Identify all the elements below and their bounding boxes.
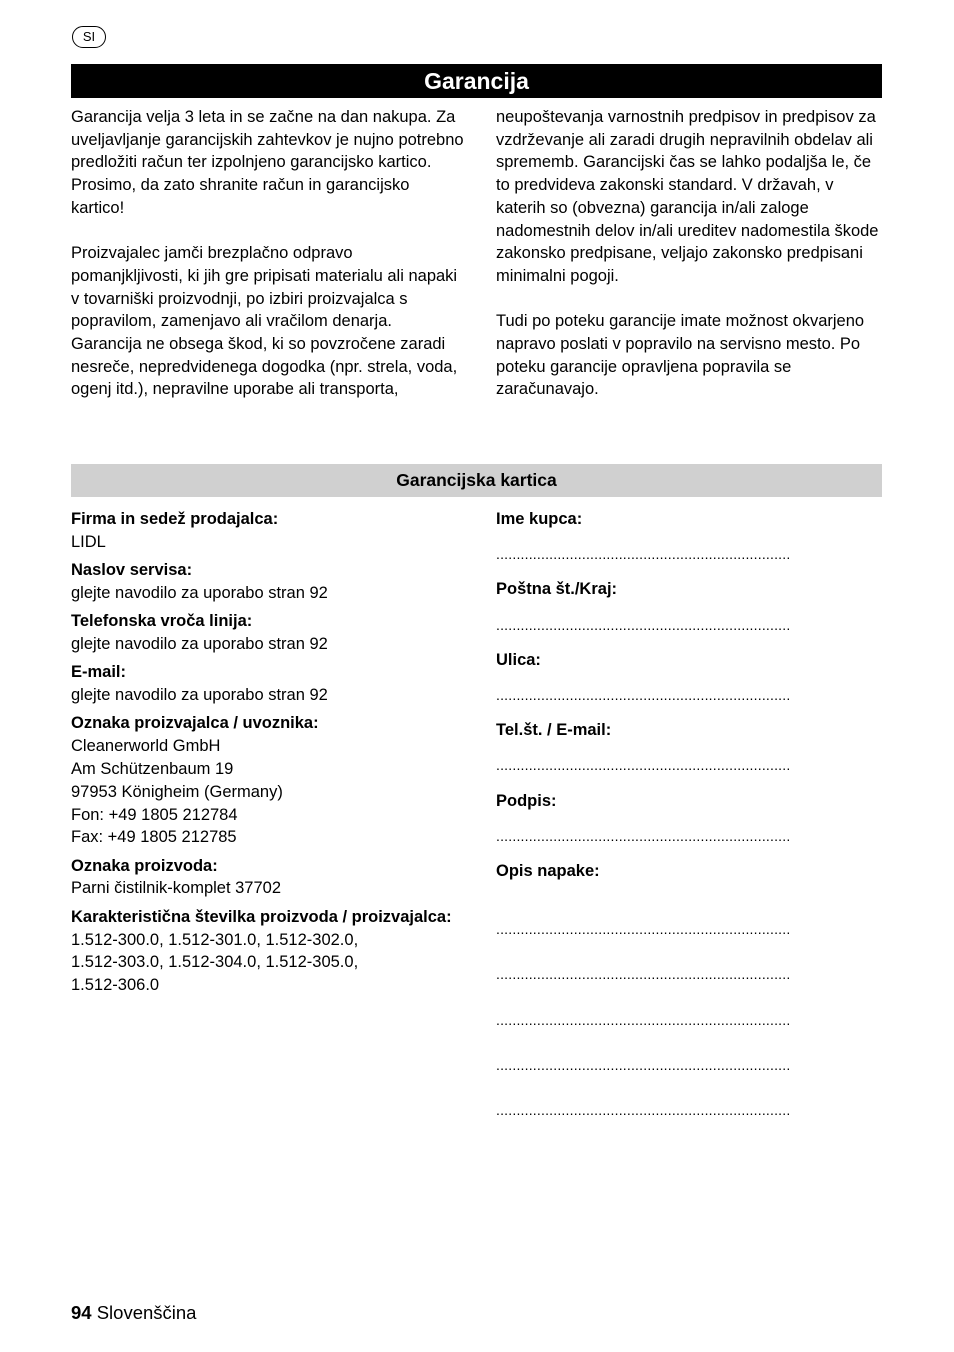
paragraph: Proizvajalec jamči brezplačno odpravo pomanjkljivosti, ki jih gre pripisati materialu ali napaki v tovarniški proizvodnji, po izbiri proizvajalca s popravilom, zamenjavo ali vračilom denarja. Garancija ne obsega škod, ki so povzročene zaradi nesreče, nepredvidenega dogodka (npr. strela, voda, ogenj itd.), nepravilne uporabe ali transporta, xyxy=(71,244,458,399)
warranty-text-right xyxy=(496,106,886,401)
product-number-field xyxy=(71,906,471,997)
field-value: 1.512-300.0, 1.512-301.0, 1.512-302.0, 1.512-303.0, 1.512-304.0, 1.512-305.0, 1.512-306.0 xyxy=(71,930,359,995)
signature-line[interactable]: ........................................................................ xyxy=(496,828,791,844)
page-footer xyxy=(71,1301,196,1325)
field-value: LIDL xyxy=(71,532,106,551)
street-label: Ulica: xyxy=(496,651,541,669)
field-value: glejte navodilo za uporabo stran 92 xyxy=(71,686,328,705)
defect-description-line[interactable]: ........................................................................ xyxy=(496,1012,791,1028)
field-label: Karakteristična številka proizvoda / proizvajalca: xyxy=(71,907,452,926)
field-label: Oznaka proizvajalca / uvoznika: xyxy=(71,714,319,733)
warranty-card-title: Garancijska kartica xyxy=(71,464,882,497)
service-address-field xyxy=(71,559,471,605)
field-label: Oznaka proizvoda: xyxy=(71,856,218,875)
defect-description-line[interactable]: ........................................................................ xyxy=(496,966,791,982)
warranty-card-info xyxy=(71,508,471,1002)
footer-language: Slovenščina xyxy=(96,1302,197,1323)
page-number: 94 xyxy=(71,1302,92,1323)
field-label: E-mail: xyxy=(71,663,127,682)
hotline-field xyxy=(71,610,471,656)
paragraph: neupoštevanja varnostnih predpisov in predpisov za vzdrževanje ali zaradi drugih nepravilnih obdelav ali sprememb. Garancijski čas se lahko podaljša le, če to predvideva zakonski standard. V državah, v katerih so (obvezna) garancija in/ali zaloge nadomestnih delov in/ali ureditev nadomestila škode zakonsko predpisane, veljajo zakonsko predpisani minimalni pogoji. xyxy=(496,108,879,285)
field-label: Telefonska vroča linija: xyxy=(71,612,253,631)
street-line[interactable]: ........................................................................ xyxy=(496,687,791,703)
field-value: glejte navodilo za uporabo stran 92 xyxy=(71,583,328,602)
postal-code-label: Poštna št./Kraj: xyxy=(496,580,618,598)
warranty-text-left xyxy=(71,106,466,401)
defect-description-line[interactable]: ........................................................................ xyxy=(496,1057,791,1073)
customer-name-line[interactable]: ........................................................................ xyxy=(496,546,791,562)
seller-field xyxy=(71,508,471,554)
phone-email-line[interactable]: ........................................................................ xyxy=(496,757,791,773)
defect-description-line[interactable]: ........................................................................ xyxy=(496,921,791,937)
page-title: Garancija xyxy=(71,64,882,98)
defect-description-line[interactable]: ........................................................................ xyxy=(496,1102,791,1118)
defect-description-label: Opis napake: xyxy=(496,862,600,880)
phone-email-label: Tel.št. / E-mail: xyxy=(496,721,612,739)
email-field xyxy=(71,661,471,707)
paragraph: Garancija velja 3 leta in se začne na dan nakupa. Za uveljavljanje garancijskih zahtevkov je nujno potrebno predložiti račun ter izpolnjeno garancijsko kartico. Prosimo, da zato shranite račun in garancijsko kartico! xyxy=(71,108,464,217)
postal-code-line[interactable]: ........................................................................ xyxy=(496,617,791,633)
field-label: Firma in sedež prodajalca: xyxy=(71,510,279,528)
language-badge: SI xyxy=(72,26,106,48)
field-value: Cleanerworld GmbH Am Schützenbaum 19 97953 Königheim (Germany) Fon: +49 1805 212784 Fax: +49 1805 212785 xyxy=(71,737,283,847)
paragraph: Tudi po poteku garancije imate možnost okvarjeno napravo poslati v popravilo na servisno mesto. Po poteku garancije opravljena popravila se zaračunavajo. xyxy=(496,312,865,399)
field-value: Parni čistilnik-komplet 37702 xyxy=(71,879,282,898)
signature-label: Podpis: xyxy=(496,792,557,810)
customer-name-label: Ime kupca: xyxy=(496,510,583,528)
field-value: glejte navodilo za uporabo stran 92 xyxy=(71,634,328,653)
field-label: Naslov servisa: xyxy=(71,561,193,580)
product-name-field xyxy=(71,855,471,901)
manufacturer-field xyxy=(71,712,471,849)
